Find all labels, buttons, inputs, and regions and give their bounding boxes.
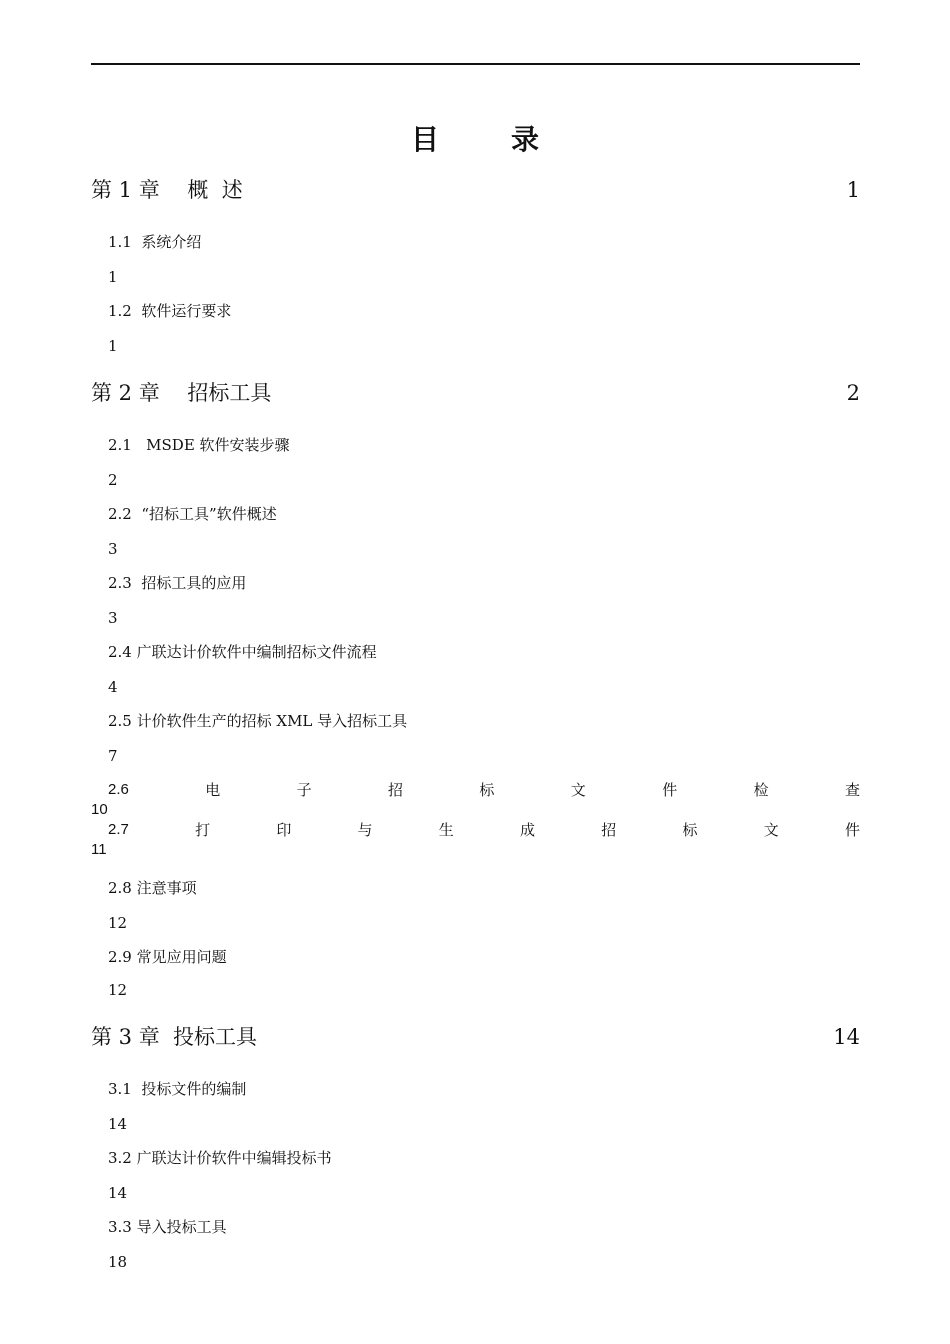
- toc-section-char: 标: [479, 781, 495, 799]
- toc-section-page: 18: [108, 1253, 128, 1271]
- toc-section-label[interactable]: 2.4 广联达计价软件中编制招标文件流程: [108, 643, 377, 661]
- toc-section-label[interactable]: 2.8 注意事项: [108, 879, 197, 897]
- toc-section-char: 件: [662, 781, 678, 799]
- toc-section-page: 1: [108, 268, 118, 286]
- toc-section-number: 2.7: [108, 821, 129, 838]
- toc-section-label[interactable]: 3.2 广联达计价软件中编辑投标书: [108, 1149, 332, 1167]
- toc-section-char: 检: [753, 781, 769, 799]
- toc-section-label[interactable]: 1.2 软件运行要求: [108, 302, 232, 320]
- toc-chapter-label: 第 1 章 概 述: [91, 178, 243, 202]
- toc-chapter-page: 14: [833, 1025, 860, 1049]
- toc-section-char: 招: [388, 781, 404, 799]
- toc-chapter[interactable]: [91, 378, 860, 408]
- toc-section-page: 10: [91, 801, 108, 818]
- toc-section-spread[interactable]: [108, 820, 860, 840]
- toc-section-label[interactable]: 2.3 招标工具的应用: [108, 574, 247, 592]
- toc-section-page: 7: [108, 747, 118, 765]
- title-char-1: 目: [410, 123, 439, 156]
- header-rule: [91, 63, 860, 65]
- toc-chapter[interactable]: [91, 1022, 860, 1052]
- toc-section-page: 11: [91, 841, 107, 858]
- toc-chapter[interactable]: [91, 175, 860, 205]
- toc-chapter-page: 1: [846, 178, 860, 202]
- toc-section-page: 14: [108, 1184, 128, 1202]
- toc-section-char: 与: [357, 821, 373, 839]
- toc-section-char: 成: [520, 821, 536, 839]
- toc-section-page: 3: [108, 609, 118, 627]
- toc-section-char: 件: [844, 821, 860, 839]
- toc-section-char: 电: [205, 781, 221, 799]
- page-title: [0, 118, 950, 158]
- toc-section-char: 标: [682, 821, 698, 839]
- toc-section-label[interactable]: 3.1 投标文件的编制: [108, 1080, 247, 1098]
- toc-section-spread[interactable]: [108, 780, 860, 800]
- toc-section-label[interactable]: 2.9 常见应用问题: [108, 948, 227, 966]
- toc-section-char: 文: [763, 821, 779, 839]
- toc-section-page: 2: [108, 471, 118, 489]
- toc-section-label[interactable]: 1.1 系统介绍: [108, 233, 202, 251]
- toc-section-page: 14: [108, 1115, 128, 1133]
- toc-section-page: 12: [108, 914, 128, 932]
- title-char-2: 录: [511, 123, 540, 156]
- toc-chapter-page: 2: [846, 381, 860, 405]
- toc-section-page: 1: [108, 337, 118, 355]
- toc-section-char: 生: [438, 821, 454, 839]
- toc-section-number: 2.6: [108, 781, 129, 798]
- toc-section-label[interactable]: 2.2 “招标工具”软件概述: [108, 505, 277, 523]
- toc-section-label[interactable]: 2.5 计价软件生产的招标 XML 导入招标工具: [108, 712, 408, 730]
- toc-section-char: 印: [276, 821, 292, 839]
- toc-section-page: 3: [108, 540, 118, 558]
- toc-section-char: 招: [601, 821, 617, 839]
- toc-section-char: 子: [296, 781, 312, 799]
- toc-section-char: 查: [844, 781, 860, 799]
- toc-section-char: 打: [195, 821, 211, 839]
- toc-section-page: 12: [108, 981, 128, 999]
- toc-section-label[interactable]: 2.1 MSDE 软件安装步骤: [108, 436, 290, 454]
- toc-section-char: 文: [570, 781, 586, 799]
- toc-section-label[interactable]: 3.3 导入投标工具: [108, 1218, 227, 1236]
- toc-chapter-label: 第 2 章 招标工具: [91, 381, 272, 405]
- toc-section-page: 4: [108, 678, 118, 696]
- toc-chapter-label: 第 3 章 投标工具: [91, 1025, 258, 1049]
